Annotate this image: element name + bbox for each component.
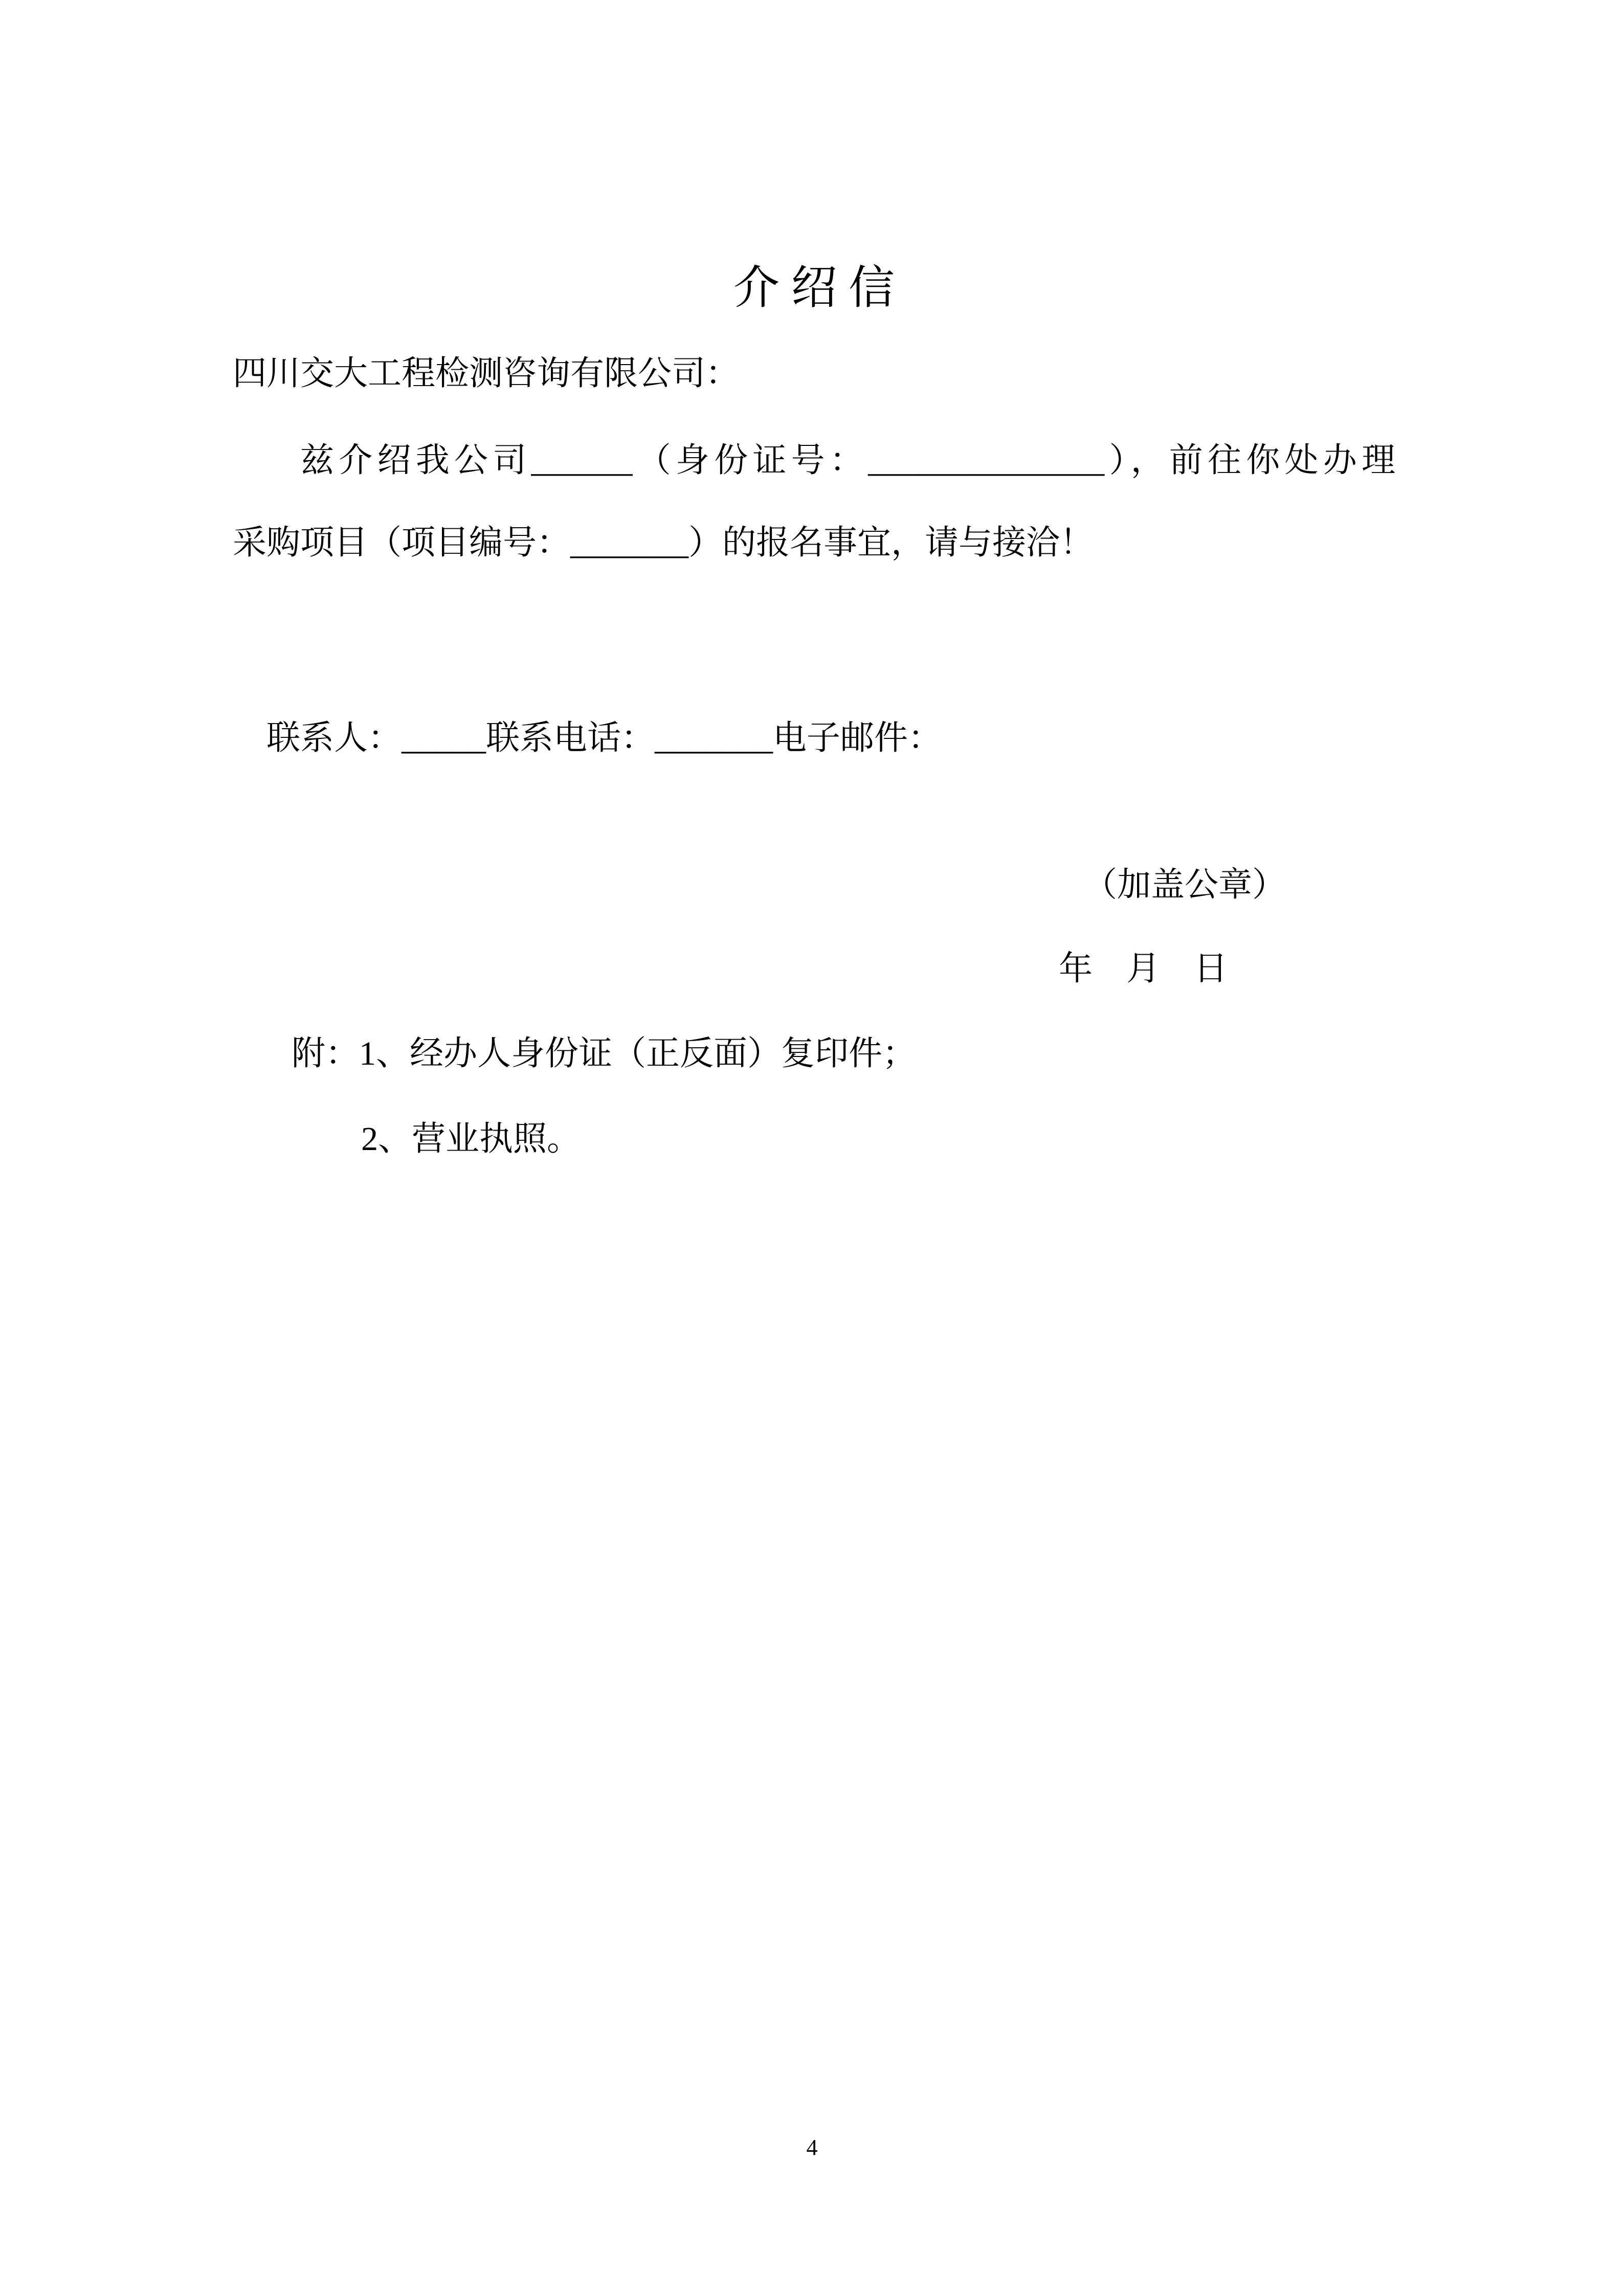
blank-contact-phone: _______ bbox=[655, 719, 773, 757]
body-line-1-suffix: ），前往你处办理 bbox=[1104, 442, 1396, 479]
attachment-line-1: 附：1、经办人身份证（正反面）复印件； bbox=[292, 1035, 916, 1072]
body-line-1-prefix: 兹介绍我公司 bbox=[300, 442, 531, 479]
blank-contact-person: _____ bbox=[402, 719, 486, 757]
page-number: 4 bbox=[806, 2135, 818, 2160]
salutation-line: 四川交大工程检测咨询有限公司： bbox=[233, 355, 739, 392]
stamp-note: （加盖公章） bbox=[1083, 866, 1286, 904]
body-line-2 bbox=[233, 517, 1094, 569]
body-line-1 bbox=[233, 435, 1395, 486]
blank-project-number: _______ bbox=[570, 524, 688, 561]
body-line-1-mid: （身份证号： bbox=[632, 442, 869, 479]
contact-email-label: 电子邮件： bbox=[773, 719, 942, 757]
body-line-2-prefix: 采购项目（项目编号： bbox=[233, 524, 570, 561]
attachment-line-2: 2、营业执照。 bbox=[361, 1120, 581, 1158]
contact-phone-label: 联系电话： bbox=[486, 719, 655, 757]
contact-person-label: 联系人： bbox=[266, 719, 402, 757]
date-line: 年 月 日 bbox=[1059, 950, 1228, 987]
blank-agent-name: ______ bbox=[531, 442, 633, 479]
page-title: 介 绍 信 bbox=[733, 263, 895, 313]
contact-line bbox=[233, 713, 942, 764]
blank-id-number: ______________ bbox=[868, 442, 1105, 479]
body-line-2-suffix: ）的报名事宜，请与接洽！ bbox=[688, 524, 1094, 561]
